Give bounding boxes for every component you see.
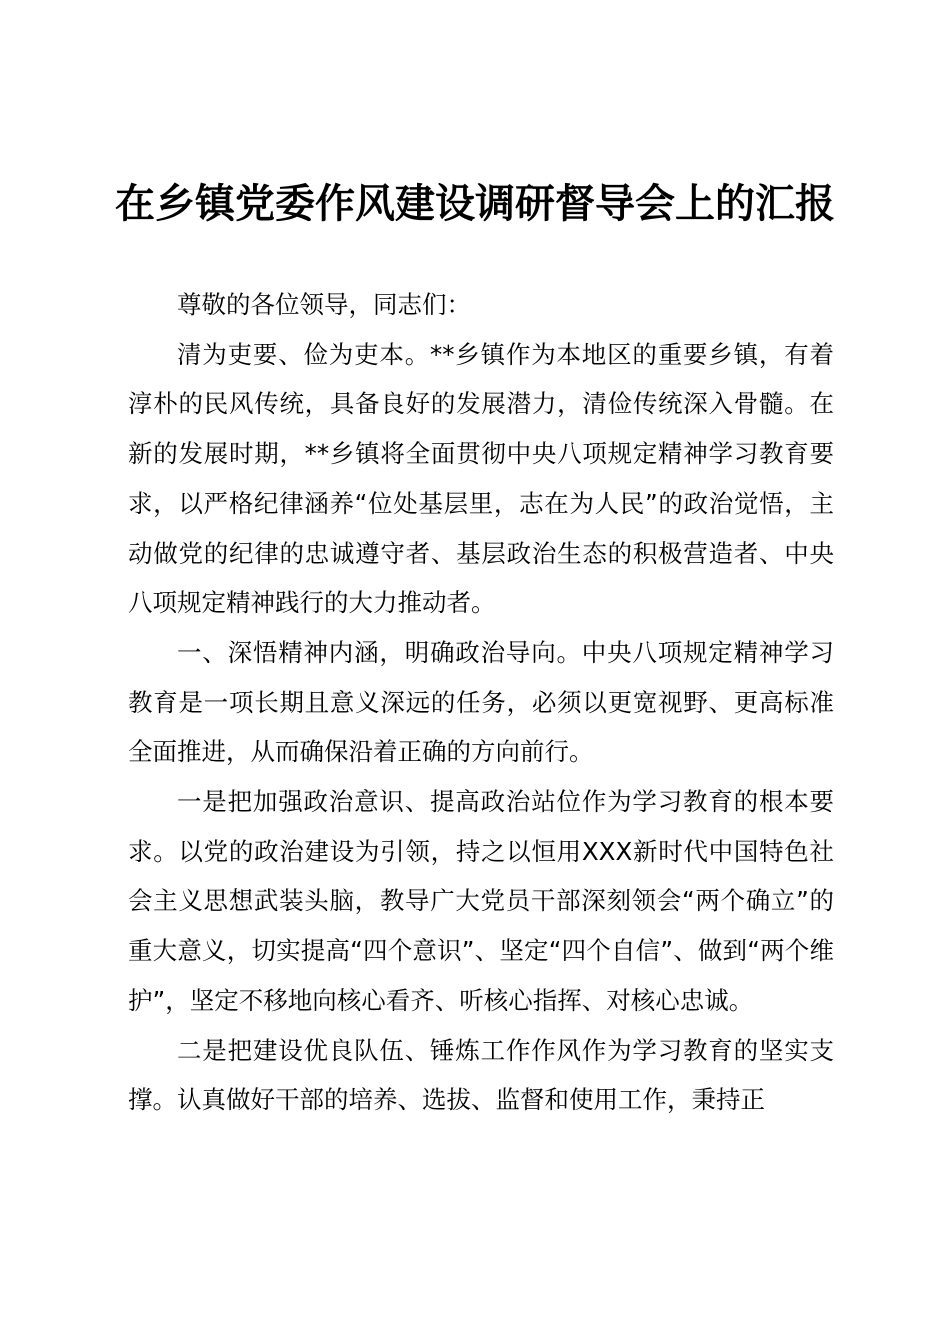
body-paragraph: 一、深悟精神内涵，明确政治导向。中央八项规定精神学习教育是一项长期且意义深远的任务，必须以更宽视野、更高标准全面推进，从而确保沿着正确的方向前行。 [128, 637, 834, 767]
salutation: 尊敬的各位领导，同志们： [177, 290, 471, 319]
document-title: 在乡镇党委作风建设调研督导会上的汇报 [115, 181, 835, 227]
body-paragraph: 清为吏要、俭为吏本。**乡镇作为本地区的重要乡镇，有着淳朴的民风传统，具备良好的发展潜力，清俭传统深入骨髓。在新的发展时期，**乡镇将全面贯彻中央八项规定精神学习教育要求，以严格纪律涵养“位处基层里，志在为人民”的政治觉悟，主动做党的纪律的忠诚遵守者、基层政治生态的积极营造者、中央八项规定精神践行的大力推动者。 [128, 339, 834, 618]
document-body [128, 280, 834, 1125]
body-paragraph: 一是把加强政治意识、提高政治站位作为学习教育的根本要求。以党的政治建设为引领，持之以恒用XXX新时代中国特色社会主义思想武装头脑，教导广大党员干部深刻领会“两个确立”的重大意义，切实提高“四个意识”、坚定“四个自信”、做到“两个维护”，坚定不移地向核心看齐、听核心指挥、对核心忠诚。 [128, 787, 834, 1015]
body-paragraph: 二是把建设优良队伍、锤炼工作作风作为学习教育的坚实支撑。认真做好干部的培养、选拔、监督和使用工作，秉持正 [128, 1035, 834, 1115]
